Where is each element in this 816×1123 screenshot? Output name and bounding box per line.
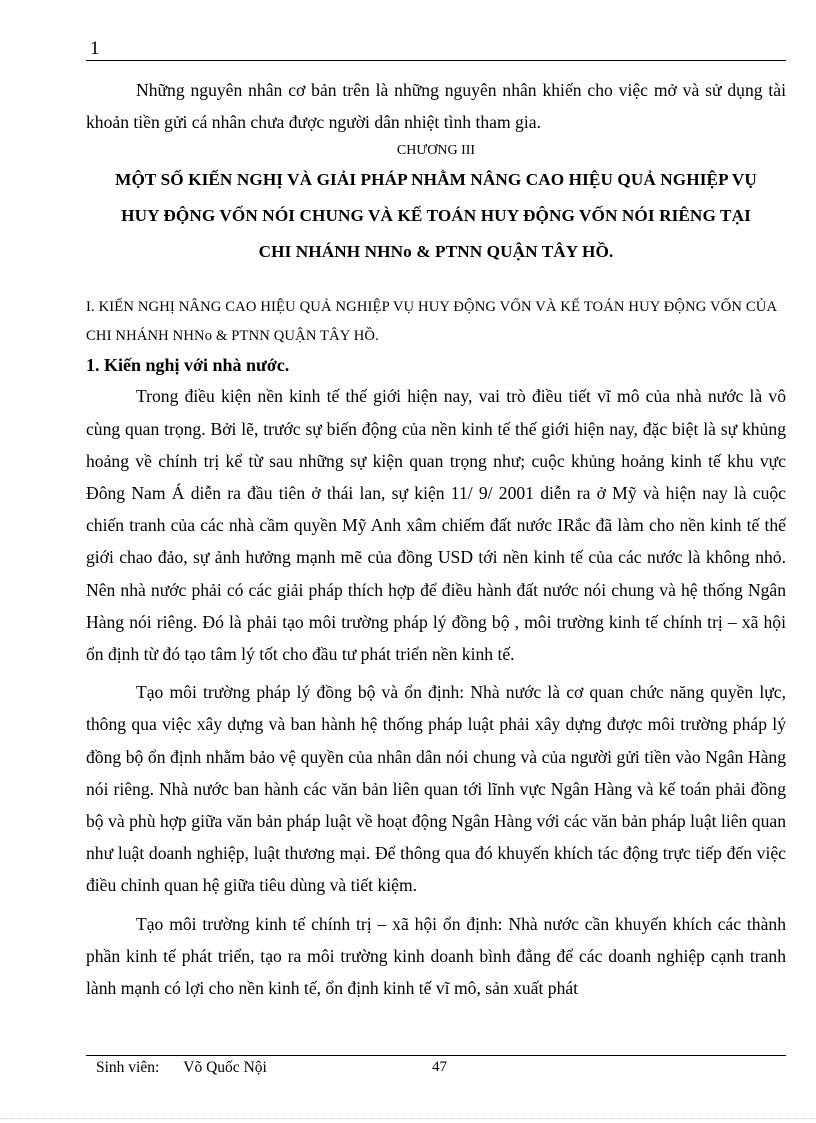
footer-rule <box>86 1055 786 1056</box>
footer-page-number: 47 <box>432 1059 447 1075</box>
paragraph-2: Tạo môi trường pháp lý đồng bộ và ổn định: Nhà nước là cơ quan chức năng quyền lực, thông qua việc xây dựng và ban hành hệ thống pháp luật phải xây dựng được môi trường pháp lý đồng bộ ổn định nhằm bảo vệ quyền của nhân dân nói chung và của người gửi tiền vào Ngân Hàng nói riêng. Nhà nước ban hành các văn bản liên quan tới lĩnh vực Ngân Hàng và kế toán phải đồng bộ và phù hợp giữa văn bản pháp luật về hoạt động Ngân Hàng với các văn bản pháp luật liên quan như luật doanh nghiệp, luật thương mại. Để thông qua đó khuyến khích tác động trực tiếp đến việc điều chỉnh quan hệ giữa tiêu dùng và tiết kiệm. <box>86 682 786 896</box>
document-body <box>86 74 786 1004</box>
footer-student-name: Võ Quốc Nội <box>183 1059 267 1076</box>
chapter-label: CHƯƠNG III <box>396 143 476 159</box>
header-page-number: 1 <box>90 38 100 59</box>
footer-student <box>96 1059 267 1077</box>
section-heading: I. KIẾN NGHỊ NÂNG CAO HIỆU QUẢ NGHIỆP VỤ HUY ĐỘNG VỐN VÀ KẾ TOÁN HUY ĐỘNG VỐN CỦA CHI NHÁNH NHNo & PTNN QUẬN TÂY HỒ. <box>86 299 777 345</box>
header-rule <box>86 60 786 61</box>
paragraph-1: Trong điều kiện nền kinh tế thế giới hiện nay, vai trò điều tiết vĩ mô của nhà nước là vô cùng quan trọng. Bởi lẽ, trước sự biến động của nền kinh tế thế giới hiện nay, đặc biệt là sự khủng hoảng về chính trị kể từ sau những sự kiện quan trọng như; cuộc khủng hoảng kinh tế khu vực Đông Nam Á diễn ra đầu tiên ở thái lan, sự kiện 11/ 9/ 2001 diễn ra ở Mỹ và hiện nay là cuộc chiến tranh của các nhà cầm quyền Mỹ Anh xâm chiếm đất nước IRắc đã làm cho nền kinh tế thế giới chao đảo, sự ảnh hưởng mạnh mẽ của đồng USD tới nền kinh tế của các nước là không nhỏ. Nên nhà nước phải có các giải pháp thích hợp để điều hành đất nước nói chung và hệ thống Ngân Hàng nói riêng. Đó là phải tạo môi trường pháp lý đồng bộ , môi trường kinh tế chính trị – xã hội ổn định từ đó tạo tâm lý tốt cho đầu tư phát triển nền kinh tế. <box>86 386 786 665</box>
intro-paragraph: Những nguyên nhân cơ bản trên là những nguyên nhân khiến cho việc mở và sử dụng tài khoản tiền gửi cá nhân chưa được người dân nhiệt tình tham gia. <box>86 80 786 133</box>
paragraph-3: Tạo môi trường kinh tế chính trị – xã hội ổn định: Nhà nước cần khuyến khích các thành phần kinh tế phát triển, tạo ra môi trường kinh doanh bình đẳng để các doanh nghiệp cạnh tranh lành mạnh có lợi cho nền kinh tế, ổn định kinh tế vĩ mô, sản xuất phát <box>86 913 786 999</box>
chapter-title-line-3: CHI NHÁNH NHNo & PTNN QUẬN TÂY HỒ. <box>258 242 614 262</box>
chapter-title-line-2: HUY ĐỘNG VỐN NÓI CHUNG VÀ KẾ TOÁN HUY ĐỘNG VỐN NÓI RIÊNG TẠI <box>121 206 751 226</box>
subheading: 1. Kiến nghị với nhà nước. <box>86 355 290 376</box>
footer-student-label: Sinh viên: <box>96 1059 160 1076</box>
page-bottom-border <box>0 1118 816 1119</box>
chapter-title-line-1: MỘT SỐ KIẾN NGHỊ VÀ GIẢI PHÁP NHẰM NÂNG CAO HIỆU QUẢ NGHIỆP VỤ <box>115 170 757 190</box>
